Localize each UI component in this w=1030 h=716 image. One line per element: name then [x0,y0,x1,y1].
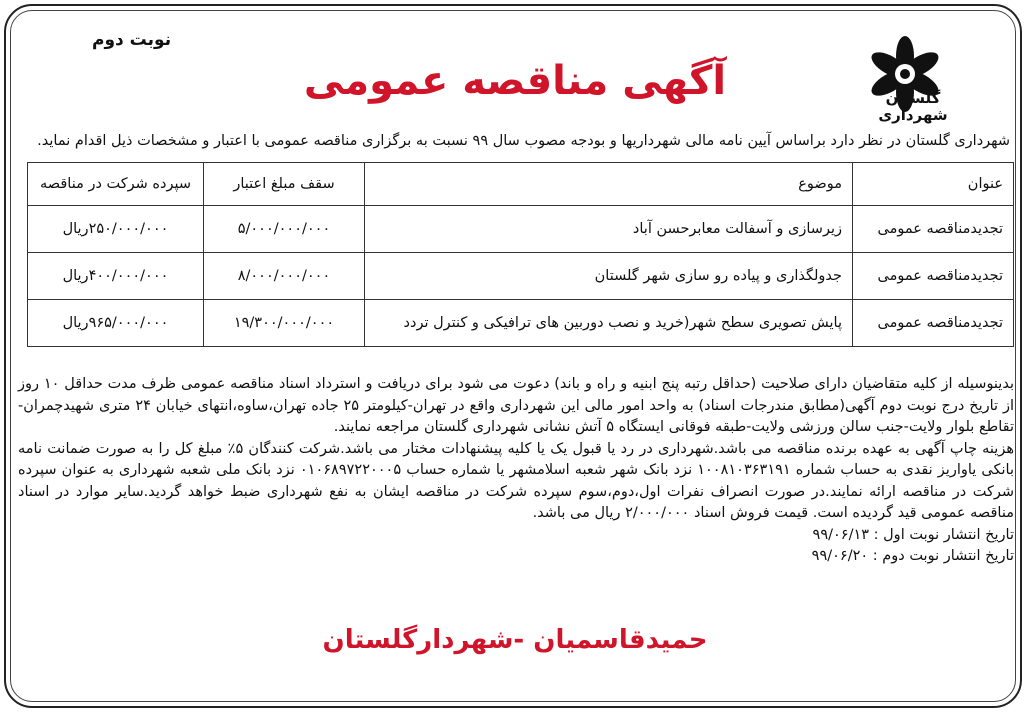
cell-subject: جدولگذاری و پیاده رو سازی شهر گلستان [365,253,853,300]
cell-credit-cap: ۸/۰۰۰/۰۰۰/۰۰۰ [204,253,365,300]
cell-deposit: ۲۵۰/۰۰۰/۰۰۰ریال [28,206,204,253]
second-publish-date: تاریخ انتشار نوبت دوم : ۹۹/۰۶/۲۰ [811,548,1014,564]
logo-text-line1: گلستان [885,89,941,107]
invitation-paragraph: بدینوسیله از کلیه متقاضیان دارای صلاحیت (حداقل رتبه پنج ابنیه و راه و باند) دعوت می شود برای دریافت و استرداد اسناد مناقصه عمومی ظرف مدت حداقل ۱۰ روز از تاریخ درج نوبت دوم آگهی(مطابق مندرجات اسناد) به واحد امور مالی این شهرداری واقع در تهران-کیلومتر ۲۵ جاده تهران،ساوه،انتهای خیابان ۲۴ متری شهیدچمران-تقاطع بلوار ولایت-جنب سالن ورزشی ولایت-طبقه فوقانی ایستگاه ۵ آتش نشانی شهرداری گلستان مراجعه نمایند. [18,376,1014,435]
cell-subject: زیرسازی و آسفالت معابرحسن آباد [365,206,853,253]
logo-text-line2: شهرداری [878,106,948,124]
cell-deposit: ۴۰۰/۰۰۰/۰۰۰ریال [28,253,204,300]
cell-title: تجدیدمناقصه عمومی [853,253,1014,300]
cell-credit-cap: ۱۹/۳۰۰/۰۰۰/۰۰۰ [204,300,365,347]
table-row [28,253,1014,300]
table-row [28,300,1014,347]
cell-subject: پایش تصویری سطح شهر(خرید و نصب دوربین های ترافیکی و کنترل تردد [365,300,853,347]
first-publish-date: تاریخ انتشار نوبت اول : ۹۹/۰۶/۱۳ [812,526,1014,543]
table-row [28,206,1014,253]
conditions-paragraph: هزینه چاپ آگهی به عهده برنده مناقصه می باشد.شهرداری در رد یا قبول یک یا کلیه پیشنهادات مختار می باشد.شرکت کنندگان ۵٪ مبلغ کل را به صورت ضمانت نامه بانکی یاواریز نقدی به حساب شماره ۱۰۰۸۱۰۳۶۳۱۹۱ نزد بانک شهر شعبه اسلامشهر یا شماره حساب ۰۱۰۶۸۹۷۲۲۰۰۰۵ نزد بانک ملی شعبه شهرداری به عنوان سپرده شرکت در مناقصه ارائه نمایند.در صورت انصراف نفرات اول،دوم،سوم سپرده شرکت در مناقصه ایشان به نفع شهرداری ضبط خواهد گردید.سایر موارد در اسناد مناقصه عمومی قید گردیده است. قیمت فروش اسناد ۲/۰۰۰/۰۰۰ ریال می باشد. [18,440,1015,521]
col-header-title: عنوان [853,163,1014,206]
table-header-row [28,163,1014,206]
signature: حمیدقاسمیان -شهردارگلستان [322,625,708,655]
col-header-credit-cap: سقف مبلغ اعتبار [204,163,365,206]
intro-text: شهرداری گلستان در نظر دارد براساس آیین نامه مالی شهرداریها و بودجه مصوب سال ۹۹ نسبت به برگزاری مناقصه عمومی با اعتبار و مشخصات ذیل اقدام نماید. [37,133,1010,149]
col-header-deposit: سپرده شرکت در مناقصه [28,163,204,206]
cell-credit-cap: ۵/۰۰۰/۰۰۰/۰۰۰ [204,206,365,253]
page-title: آگهی مناقصه عمومی [303,58,727,104]
cell-deposit: ۹۶۵/۰۰۰/۰۰۰ریال [28,300,204,347]
tender-body [18,374,1014,568]
tender-table [27,162,1014,347]
col-header-subject: موضوع [365,163,853,206]
cell-title: تجدیدمناقصه عمومی [853,206,1014,253]
round-label: نوبت دوم [92,30,172,50]
cell-title: تجدیدمناقصه عمومی [853,300,1014,347]
